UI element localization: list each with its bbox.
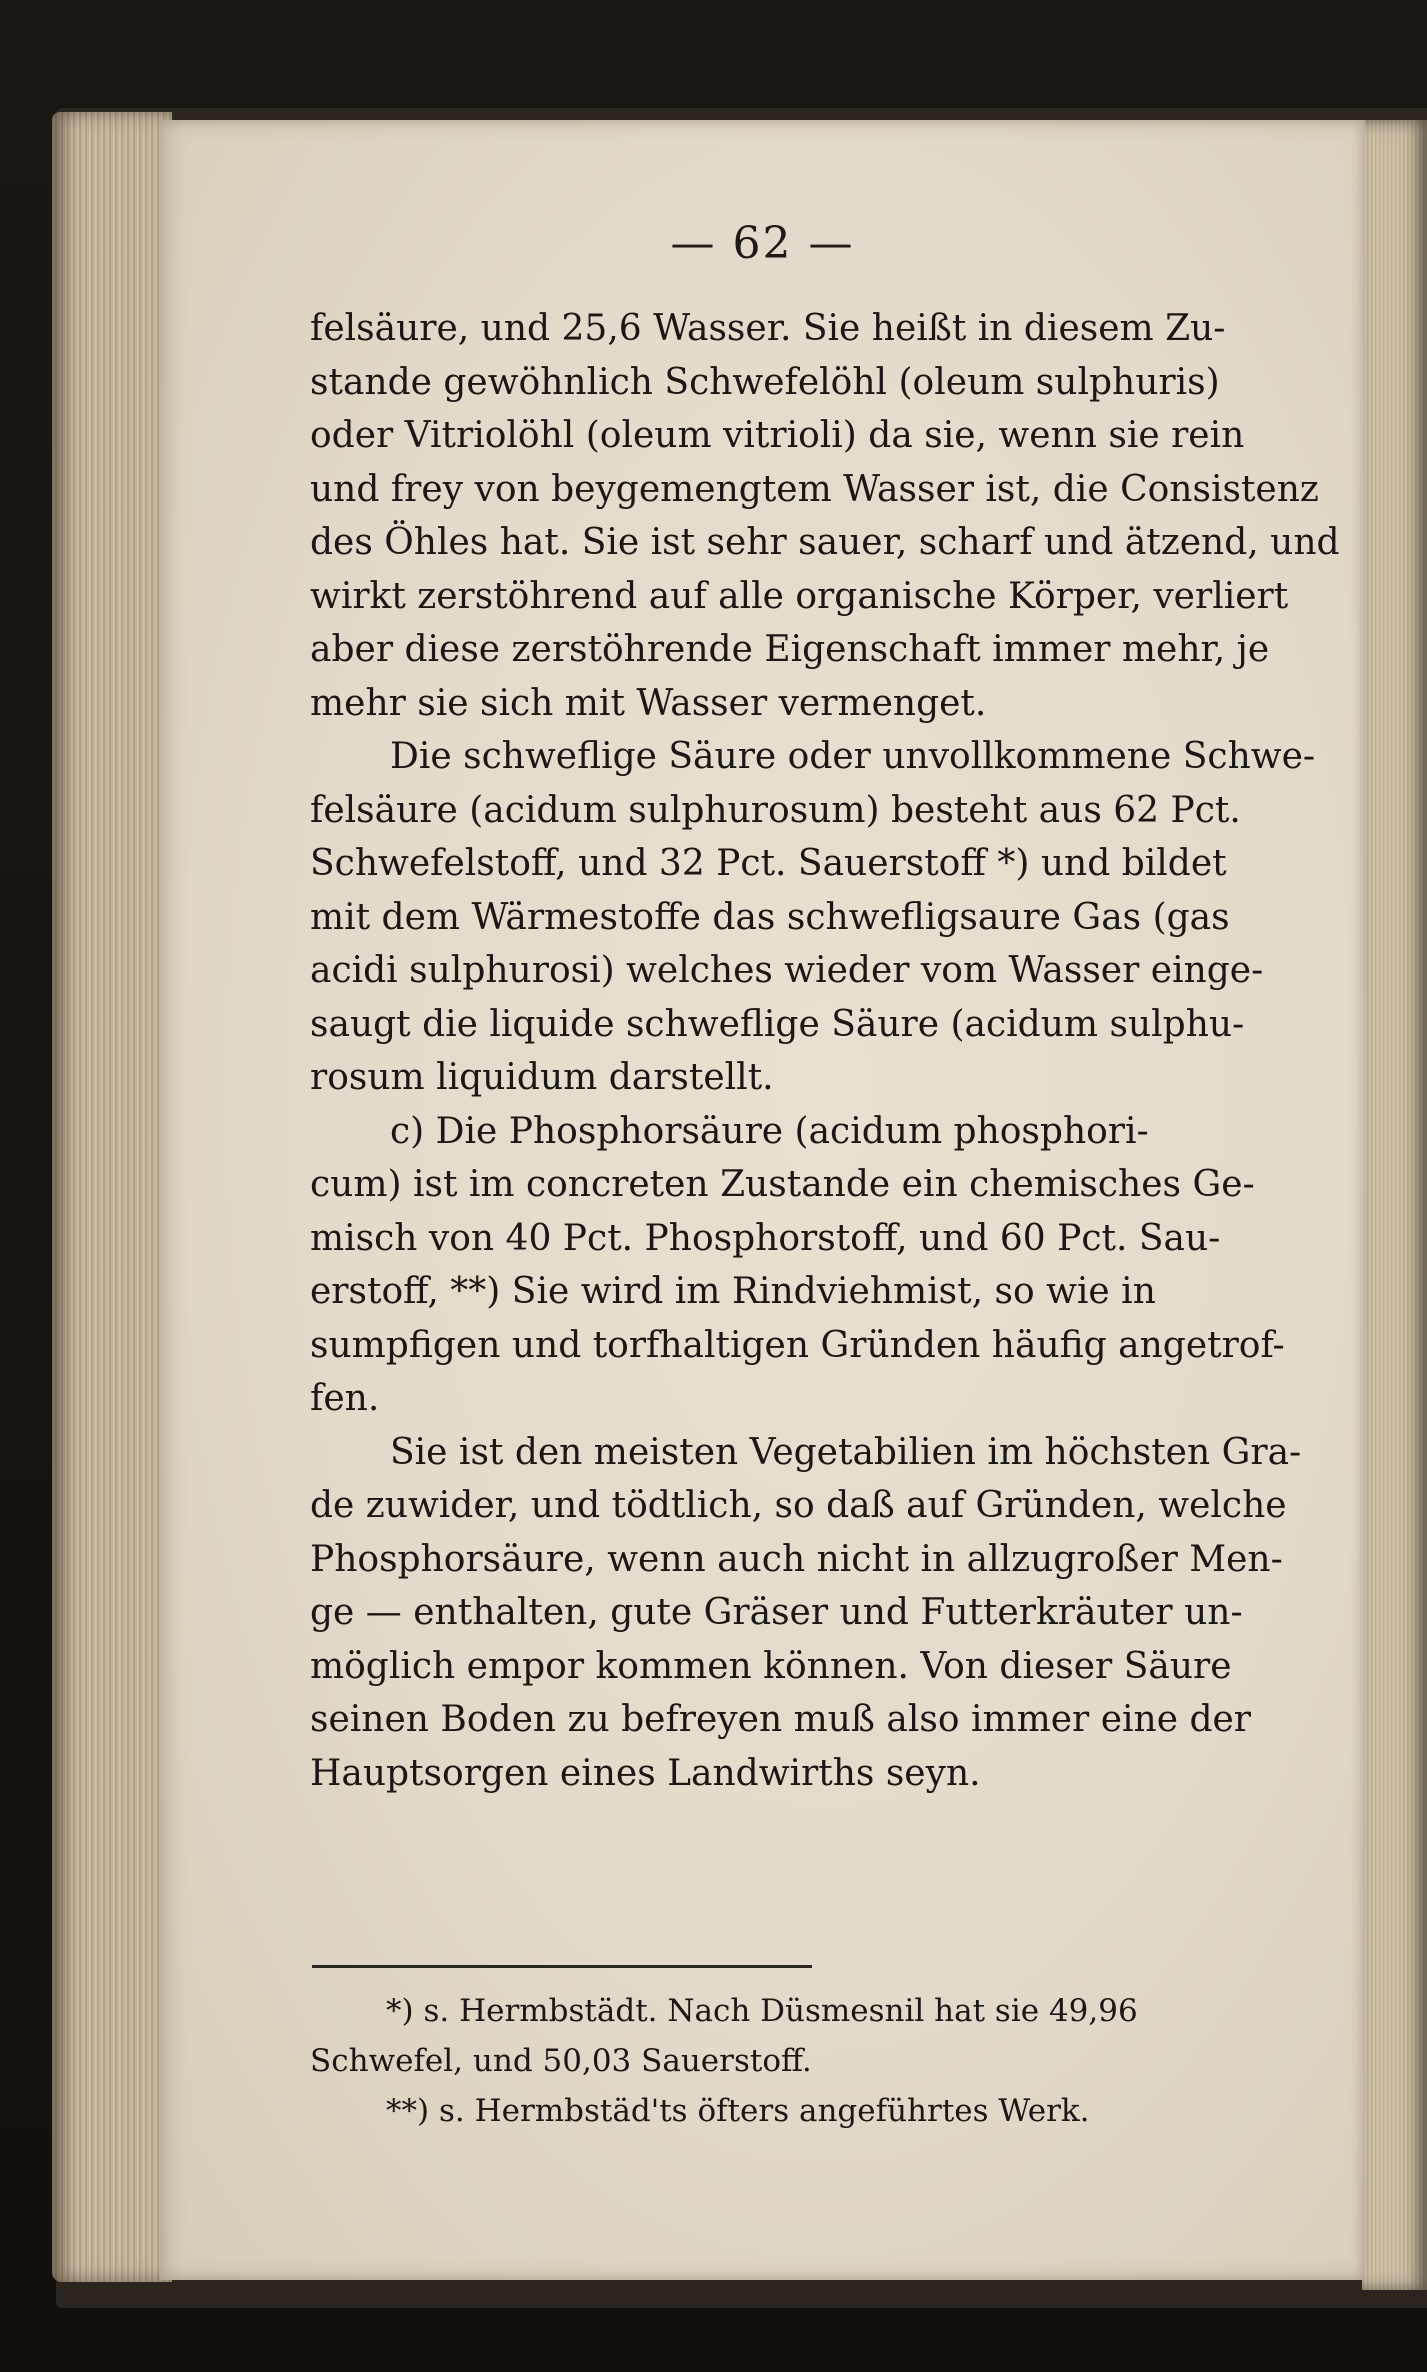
text-line: Schwefelstoff, und 32 Pct. Sauerstoff *) und bildet (310, 843, 1227, 884)
text-line: mit dem Wärmestoffe das schwefligsaure Gas (gas (310, 896, 1230, 938)
footnotes (310, 1986, 1427, 2136)
text-line: sumpfigen und torfhaltigen Gründen häufig angetrof- (310, 1324, 1285, 1366)
text-line: Sie ist den meisten Vegetabilien im höchsten Gra- (390, 1431, 1302, 1473)
footnote-1-continued: Schwefel, und 50,03 Sauerstoff. (310, 2043, 812, 2079)
text-line: stande gewöhnlich Schwefelöhl (oleum sulphuris) (310, 361, 1220, 403)
text-line: wirkt zerstöhrend auf alle organische Körper, verliert (310, 575, 1289, 617)
text-line: misch von 40 Pct. Phosphorstoff, und 60 Pct. Sau- (310, 1217, 1221, 1259)
text-line: des Öhles hat. Sie ist sehr sauer, scharf und ätzend, und (310, 522, 1340, 563)
text-line: Phosphorsäure, wenn auch nicht in allzugroßer Men- (310, 1538, 1283, 1580)
text-line: c) Die Phosphorsäure (acidum phosphori- (390, 1110, 1149, 1152)
text-line: de zuwider, und tödtlich, so daß auf Gründen, welche (310, 1485, 1287, 1526)
text-line: rosum liquidum darstellt. (310, 1057, 774, 1098)
footnote-2: **) s. Hermbstäd'ts öfters angeführtes Werk. (386, 2093, 1090, 2129)
footnote-1: *) s. Hermbstädt. Nach Düsmesnil hat sie 49,96 (386, 1993, 1138, 2029)
paragraph-phosphoric-effects (310, 1426, 1427, 1801)
text-line: Hauptsorgen eines Landwirths seyn. (310, 1752, 981, 1794)
book-page (160, 120, 1365, 2280)
footnote-divider (312, 1965, 812, 1968)
body-text (310, 302, 1427, 1800)
text-line: mehr sie sich mit Wasser vermenget. (310, 682, 987, 724)
text-line: Die schweflige Säure oder unvollkommene Schwe- (390, 736, 1316, 777)
text-line: cum) ist im concreten Zustande ein chemisches Ge- (310, 1164, 1255, 1205)
text-line: erstoff, **) Sie wird im Rindviehmist, so wie in (310, 1271, 1156, 1312)
text-line: acidi sulphurosi) welches wieder vom Wasser einge- (310, 950, 1264, 991)
text-line: fen. (310, 1378, 380, 1419)
text-line: oder Vitriolöhl (oleum vitrioli) da sie, wenn sie rein (310, 415, 1245, 456)
text-line: seinen Boden zu befreyen muß also immer eine der (310, 1699, 1252, 1740)
text-line: felsäure, und 25,6 Wasser. Sie heißt in diesem Zu- (310, 308, 1226, 349)
page-edges-left (52, 112, 172, 2282)
text-line: saugt die liquide schweflige Säure (acidum sulphu- (310, 1003, 1245, 1045)
text-line: möglich empor kommen können. Von dieser Säure (310, 1645, 1232, 1687)
text-line: aber diese zerstöhrende Eigenschaft immer mehr, je (310, 629, 1270, 670)
paragraph-sulfurous-acid (310, 730, 1427, 1105)
page-number: — 62 — (670, 218, 855, 269)
paragraph-phosphoric-acid (310, 1105, 1427, 1426)
text-line: ge — enthalten, gute Gräser und Futterkräuter un- (310, 1592, 1243, 1633)
text-line: und frey von beygemengtem Wasser ist, die Consistenz (310, 468, 1319, 510)
text-line: felsäure (acidum sulphurosum) besteht aus 62 Pct. (310, 789, 1241, 831)
paragraph-sulfuric-acid (310, 302, 1427, 730)
